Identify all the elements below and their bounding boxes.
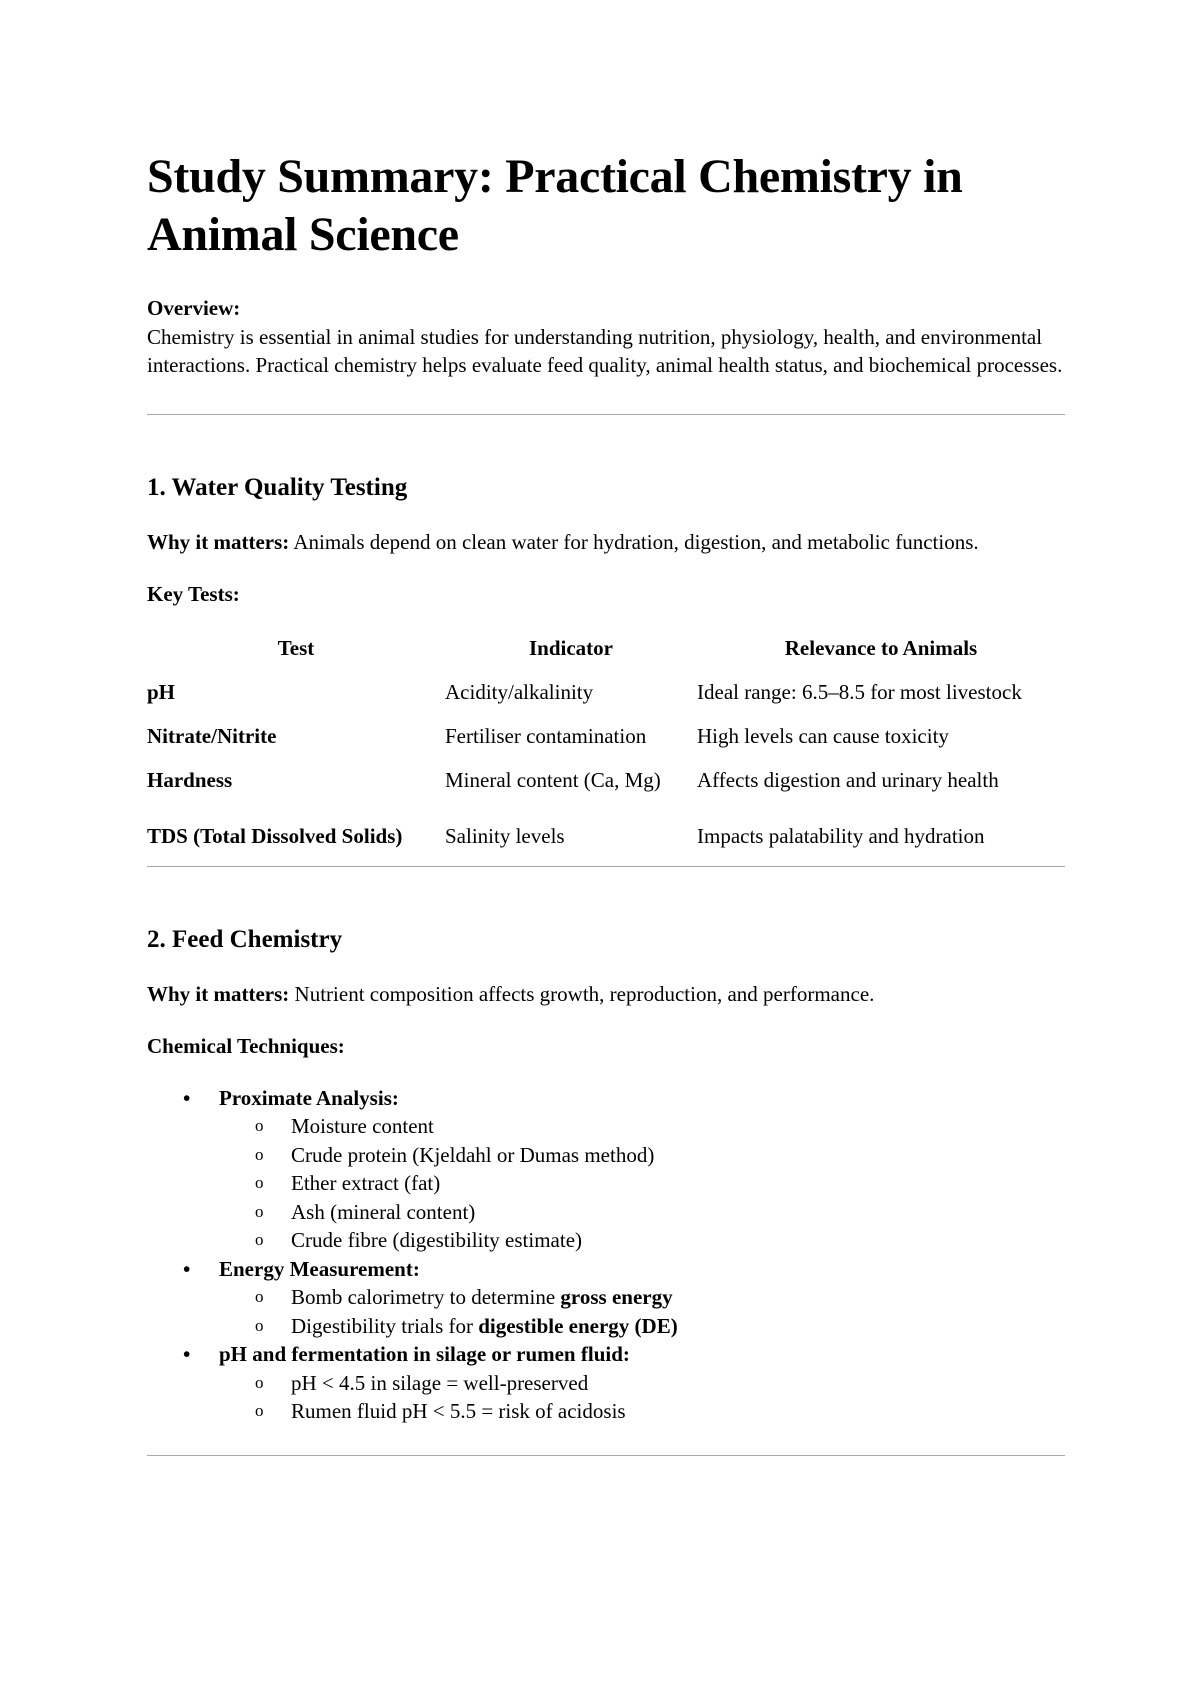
table-cell-test: Hardness: [147, 767, 233, 792]
why-label: Why it matters:: [147, 981, 290, 1006]
circle-bullet-icon: o: [255, 1401, 264, 1420]
table-cell-indicator: Salinity levels: [445, 824, 565, 849]
list-item-label: pH and fermentation in silage or rumen fluid:: [219, 1342, 630, 1366]
feed-why-paragraph: [147, 980, 1065, 1008]
table-row: [147, 664, 1065, 720]
circle-bullet-icon: o: [255, 1315, 264, 1335]
circle-bullet-icon: o: [255, 1116, 264, 1135]
sub-list-item: o Crude fibre (digestibility estimate): [219, 1226, 1065, 1255]
list-item-energy-measurement: [147, 1255, 1065, 1341]
table-cell-indicator: Mineral content (Ca, Mg): [445, 767, 661, 792]
list-item-proximate-analysis: [147, 1084, 1065, 1255]
circle-bullet-icon: o: [255, 1173, 264, 1192]
circle-bullet-icon: o: [255, 1372, 264, 1392]
sub-list-item: o Digestibility trials for digestible energy (DE): [219, 1312, 1065, 1341]
table-cell-relevance: Affects digestion and urinary health: [697, 767, 999, 792]
table-cell-relevance: High levels can cause toxicity: [697, 723, 949, 748]
circle-bullet-icon: o: [255, 1144, 264, 1164]
sub-list: [219, 1283, 1065, 1340]
sub-list: [219, 1369, 1065, 1426]
table-row: [147, 752, 1065, 808]
divider: [147, 1455, 1065, 1456]
list-item-label: Proximate Analysis:: [219, 1085, 399, 1110]
sub-list-item: o Ash (mineral content): [219, 1198, 1065, 1227]
overview-section: [147, 294, 1065, 379]
chemical-techniques-label: Chemical Techniques:: [147, 1033, 345, 1058]
list-item-ph-fermentation: [147, 1340, 1065, 1426]
why-text: Animals depend on clean water for hydration, digestion, and metabolic functions.: [289, 530, 979, 554]
techniques-list: [147, 1084, 1065, 1426]
sub-list-item: o Crude protein (Kjeldahl or Dumas method): [219, 1141, 1065, 1170]
bullet-icon: •: [183, 1085, 191, 1110]
sub-list-item: o Bomb calorimetry to determine gross energy: [219, 1283, 1065, 1312]
sub-list: [219, 1112, 1065, 1255]
water-why-paragraph: [147, 528, 1065, 556]
why-label: Why it matters:: [147, 530, 290, 554]
table-cell-relevance: Ideal range: 6.5–8.5 for most livestock: [697, 679, 1022, 704]
document-page: [147, 148, 1065, 1456]
sub-list-item: o Rumen fluid pH < 5.5 = risk of acidosis: [219, 1397, 1065, 1426]
table-row: [147, 720, 1065, 752]
key-tests-label: Key Tests:: [147, 582, 240, 606]
table-row: [147, 808, 1065, 866]
overview-text: Chemistry is essential in animal studies for understanding nutrition, physiology, health, and environmental interactions. Practical chemistry helps evaluate feed quality, animal health status, and biochemical processes.: [147, 325, 1063, 377]
sub-list-item: o pH < 4.5 in silage = well-preserved: [219, 1369, 1065, 1398]
table-cell-indicator: Fertiliser contamination: [445, 723, 647, 748]
table-cell-test: TDS (Total Dissolved Solids): [147, 824, 403, 849]
circle-bullet-icon: o: [255, 1230, 264, 1249]
bullet-icon: •: [183, 1342, 191, 1366]
table-cell-test: pH: [147, 679, 176, 704]
table-cell-relevance: Impacts palatability and hydration: [697, 824, 985, 849]
circle-bullet-icon: o: [255, 1201, 264, 1221]
water-tests-table: [147, 632, 1065, 867]
sub-list-item: o Moisture content: [219, 1112, 1065, 1141]
section-heading-feed: 2. Feed Chemistry: [147, 925, 343, 953]
table-header-relevance: Relevance to Animals: [784, 635, 978, 660]
table-header-row: [147, 632, 1065, 664]
bullet-icon: •: [183, 1256, 191, 1281]
circle-bullet-icon: o: [255, 1287, 264, 1306]
sub-list-item: o Ether extract (fat): [219, 1169, 1065, 1198]
why-text: Nutrient composition affects growth, reproduction, and performance.: [289, 981, 875, 1006]
list-item-label: Energy Measurement:: [219, 1256, 420, 1281]
table-cell-indicator: Acidity/alkalinity: [445, 679, 594, 704]
table-header-indicator: Indicator: [529, 635, 613, 660]
section-heading-water: 1. Water Quality Testing: [147, 474, 408, 501]
table-header-test: Test: [277, 635, 315, 660]
document-title: Study Summary: Practical Chemistry in Animal Science: [147, 150, 963, 261]
overview-label: Overview:: [147, 296, 241, 320]
table-cell-test: Nitrate/Nitrite: [147, 723, 277, 748]
